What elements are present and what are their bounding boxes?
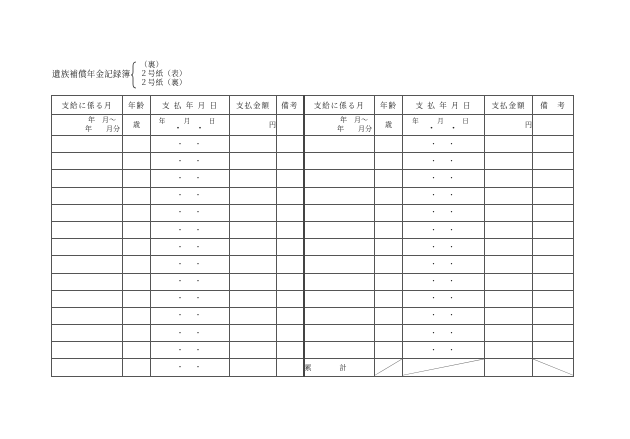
month-range-cell: [52, 115, 123, 136]
date-dots: ・ ・: [151, 290, 230, 307]
age-cell: [123, 239, 151, 256]
note-cell: [277, 115, 304, 136]
month-cell: [52, 290, 123, 307]
note-cell-right: [533, 153, 574, 170]
amount-cell-right: [485, 273, 533, 290]
amount-cell: [230, 342, 277, 359]
header-age: 年齢: [123, 96, 151, 115]
age-cell-right: [375, 273, 403, 290]
amount-cell-right: [485, 221, 533, 238]
date-dots: ・ ・: [151, 273, 230, 290]
month-cell-right: [304, 273, 375, 290]
header-row: [52, 96, 574, 115]
month-cell-right: [304, 307, 375, 324]
date-dots-right: ・ ・: [403, 273, 485, 290]
age-cell-right: [375, 342, 403, 359]
table-row: [52, 187, 574, 204]
amount-cell-right: [485, 204, 533, 221]
note-cell: [277, 290, 304, 307]
month-cell: [52, 204, 123, 221]
month-cell-right: [304, 325, 375, 342]
month-range-cell-right: [304, 115, 375, 136]
month-cell: [52, 342, 123, 359]
table-row: [52, 153, 574, 170]
age-cell: [123, 307, 151, 324]
table-row: [52, 325, 574, 342]
note-cell-right: [533, 170, 574, 187]
age-cell-right: [375, 136, 403, 153]
note-cell: [277, 204, 304, 221]
note-cell-right: [533, 187, 574, 204]
note-cell: [277, 187, 304, 204]
age-cell: [123, 325, 151, 342]
header-note-right: 備 考: [533, 96, 574, 115]
month-cell: [52, 256, 123, 273]
month-cell-right: [304, 239, 375, 256]
amount-cell: [230, 221, 277, 238]
subtitle-form2-front: ２号紙（表）: [140, 69, 187, 78]
date-dots: ・ ・: [151, 342, 230, 359]
note-cell: [277, 359, 304, 376]
header-date: 支 払 年 月 日: [151, 96, 230, 115]
table-row: [52, 290, 574, 307]
age-cell-right: [375, 256, 403, 273]
note-cell-right: [533, 204, 574, 221]
date-dots-right: ・ ・: [403, 325, 485, 342]
amount-cell: [230, 170, 277, 187]
date-dots: ・ ・: [151, 136, 230, 153]
table-row: [52, 342, 574, 359]
subtitle-form2-back: ２号紙（裏）: [140, 78, 187, 87]
note-cell-right: [533, 221, 574, 238]
age-cell: 歳: [123, 115, 151, 136]
note-cell-right: [533, 325, 574, 342]
note-cell-right: [533, 239, 574, 256]
age-cell-right: 歳: [375, 115, 403, 136]
ledger-table: [51, 95, 574, 377]
header-age-right: 年齢: [375, 96, 403, 115]
age-cell: [123, 221, 151, 238]
date-dots-right: ・ ・: [403, 136, 485, 153]
table-row: [52, 170, 574, 187]
note-cell: [277, 307, 304, 324]
age-cell-right: [375, 239, 403, 256]
note-cell-right: [533, 342, 574, 359]
amount-cell-right: [485, 153, 533, 170]
subtitle-back: （裏）: [140, 60, 164, 69]
age-cell: [123, 342, 151, 359]
age-cell: [123, 204, 151, 221]
diagonal-slash-icon: [375, 359, 402, 375]
note-cell: [277, 239, 304, 256]
amount-cell: [230, 239, 277, 256]
date-dots: ・ ・: [151, 359, 230, 376]
age-cell-right: [375, 170, 403, 187]
total-row: [52, 359, 574, 376]
amount-cell: [230, 273, 277, 290]
total-label: 累 計: [304, 359, 375, 376]
month-cell-right: [304, 290, 375, 307]
date-dots-right: ・ ・: [403, 153, 485, 170]
amount-cell-right: 円: [485, 115, 533, 136]
table-row: [52, 221, 574, 238]
header-date-right: 支 払 年 月 日: [403, 96, 485, 115]
table-row: [52, 273, 574, 290]
month-cell-right: [304, 221, 375, 238]
note-cell: [277, 325, 304, 342]
date-dots: ・ ・: [151, 187, 230, 204]
date-label: 年 月 日: [158, 116, 222, 125]
age-cell: [123, 170, 151, 187]
total-date-cell: [403, 359, 485, 376]
note-cell-right: [533, 290, 574, 307]
diagonal-slash-icon: [403, 359, 484, 375]
date-dots: ・ ・: [151, 307, 230, 324]
month-range-to: 年 月分: [85, 125, 120, 133]
diagonal-slash-icon: [533, 359, 573, 375]
header-month-right: 支給に係る月: [304, 96, 375, 115]
note-cell: [277, 153, 304, 170]
note-cell-right: [533, 136, 574, 153]
note-cell-right: [533, 256, 574, 273]
month-cell: [52, 136, 123, 153]
date-dots: ・ ・: [173, 123, 207, 134]
table-row: [52, 307, 574, 324]
month-cell: [52, 325, 123, 342]
brace-icon: [131, 61, 137, 89]
note-cell-right: [533, 115, 574, 136]
note-cell: [277, 170, 304, 187]
date-dots-right: ・ ・: [403, 256, 485, 273]
amount-cell: [230, 204, 277, 221]
month-cell: [52, 273, 123, 290]
date-dots-right: ・ ・: [403, 342, 485, 359]
month-cell-right: [304, 342, 375, 359]
table-row: [52, 256, 574, 273]
date-dots: ・ ・: [151, 221, 230, 238]
date-label-right: 年 月 日: [412, 116, 475, 125]
note-cell-right: [533, 307, 574, 324]
age-cell: [123, 359, 151, 376]
month-cell: [52, 153, 123, 170]
age-cell-right: [375, 307, 403, 324]
header-amount: 支払金額: [230, 96, 277, 115]
date-dots: ・ ・: [151, 256, 230, 273]
month-cell: [52, 359, 123, 376]
amount-cell: [230, 359, 277, 376]
amount-cell-right: [485, 290, 533, 307]
total-age-cell: [375, 359, 403, 376]
note-cell: [277, 256, 304, 273]
amount-cell-right: [485, 187, 533, 204]
month-cell-right: [304, 204, 375, 221]
amount-cell: [230, 325, 277, 342]
date-dots-right: ・ ・: [403, 221, 485, 238]
date-dots: ・ ・: [151, 239, 230, 256]
month-cell: [52, 170, 123, 187]
age-cell: [123, 153, 151, 170]
amount-cell-right: [485, 256, 533, 273]
amount-cell: [230, 187, 277, 204]
date-dots-right: ・ ・: [403, 307, 485, 324]
amount-cell-right: [485, 307, 533, 324]
month-cell: [52, 239, 123, 256]
month-cell-right: [304, 170, 375, 187]
age-cell-right: [375, 325, 403, 342]
date-cell: [151, 115, 230, 136]
date-dots: ・ ・: [151, 170, 230, 187]
amount-cell-right: [485, 342, 533, 359]
table-row: [52, 204, 574, 221]
amount-cell-right: [485, 136, 533, 153]
amount-cell: [230, 290, 277, 307]
amount-cell: [230, 256, 277, 273]
table-row: [52, 136, 574, 153]
ledger-title: 遺族補償年金記録簿: [52, 70, 131, 80]
amount-cell: [230, 136, 277, 153]
first-data-row: [52, 115, 574, 136]
date-dots-right: ・ ・: [403, 290, 485, 307]
amount-cell-right: [485, 325, 533, 342]
amount-cell: 円: [230, 115, 277, 136]
age-cell-right: [375, 187, 403, 204]
month-cell-right: [304, 153, 375, 170]
header-month: 支給に係る月: [52, 96, 123, 115]
amount-cell: [230, 153, 277, 170]
age-cell-right: [375, 204, 403, 221]
age-cell: [123, 136, 151, 153]
table-row: [52, 239, 574, 256]
amount-cell-right: [485, 239, 533, 256]
age-cell: [123, 256, 151, 273]
month-cell: [52, 221, 123, 238]
month-cell-right: [304, 256, 375, 273]
note-cell: [277, 273, 304, 290]
age-cell-right: [375, 153, 403, 170]
date-dots: ・ ・: [151, 204, 230, 221]
month-cell-right: [304, 187, 375, 204]
month-range-from-right: 年 月～: [340, 116, 368, 124]
age-cell: [123, 273, 151, 290]
date-dots-right: ・ ・: [403, 239, 485, 256]
total-note-cell: [533, 359, 574, 376]
month-cell: [52, 307, 123, 324]
month-cell: [52, 187, 123, 204]
month-range-from: 年 月～: [88, 116, 116, 124]
age-cell: [123, 187, 151, 204]
month-cell-right: [304, 136, 375, 153]
amount-cell-right: [485, 170, 533, 187]
date-dots-right: ・ ・: [403, 204, 485, 221]
age-cell: [123, 290, 151, 307]
date-cell-right: [403, 115, 485, 136]
age-cell-right: [375, 290, 403, 307]
header-amount-right: 支払金額: [485, 96, 533, 115]
date-dots-right: ・ ・: [403, 187, 485, 204]
note-cell-right: [533, 273, 574, 290]
date-dots-right: ・ ・: [403, 170, 485, 187]
header-note: 備考: [277, 96, 304, 115]
month-range-to-right: 年 月分: [337, 125, 372, 133]
age-cell-right: [375, 221, 403, 238]
date-dots-right: ・ ・: [426, 123, 460, 134]
total-amount-cell: [485, 359, 533, 376]
date-dots: ・ ・: [151, 153, 230, 170]
note-cell: [277, 136, 304, 153]
note-cell: [277, 221, 304, 238]
note-cell: [277, 342, 304, 359]
date-dots: ・ ・: [151, 325, 230, 342]
amount-cell: [230, 307, 277, 324]
